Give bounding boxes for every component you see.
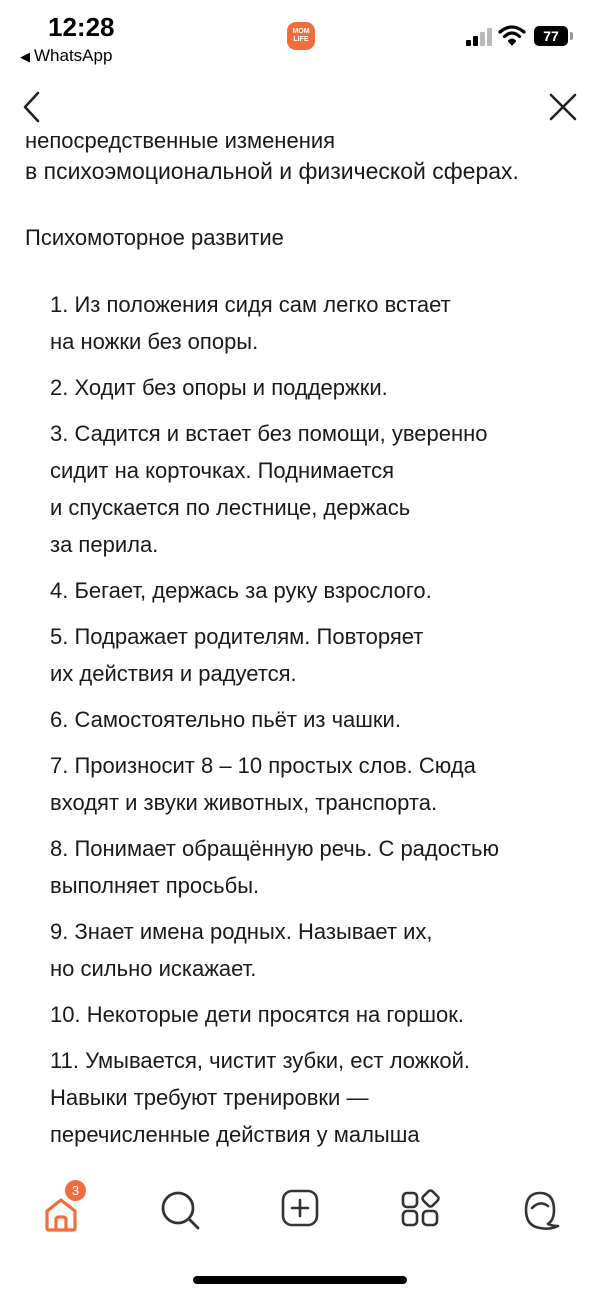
article-intro-line: в психоэмоциональной и физической сферах. — [25, 158, 519, 184]
section-heading: Психомоторное развитие — [25, 225, 284, 250]
battery-indicator: 77 — [534, 26, 568, 46]
tab-home[interactable] — [39, 1183, 83, 1232]
list-item-line: на ножки без опоры. — [50, 329, 259, 354]
list-item — [50, 701, 590, 738]
status-time: 12:28 — [48, 12, 115, 42]
tab-apps[interactable] — [400, 1188, 444, 1232]
add-icon — [280, 1188, 320, 1228]
list-item-line: 2. Ходит без опоры и поддержки. — [50, 375, 388, 400]
list-item-line: 1. Из положения сидя сам легко встает — [50, 292, 451, 317]
article-partial-line: непосредственные изменения — [25, 136, 336, 153]
tab-profile[interactable] — [518, 1188, 562, 1232]
list-item-line: 4. Бегает, держась за руку взрослого. — [50, 578, 432, 603]
list-item-line: 9. Знает имена родных. Называет их, — [50, 919, 433, 944]
list-item — [50, 1042, 590, 1153]
status-bar — [0, 0, 600, 72]
wifi-icon — [498, 24, 526, 46]
momlife-logo — [287, 22, 315, 50]
list-item — [50, 913, 590, 987]
list-item-line: за перила. — [50, 532, 159, 557]
list-item — [50, 572, 590, 609]
list-item-line: выполняет просьбы. — [50, 873, 260, 898]
cellular-signal-icon — [466, 28, 492, 46]
list-item — [50, 747, 590, 821]
close-icon[interactable] — [548, 92, 578, 122]
back-triangle-icon: ◀ — [20, 49, 30, 64]
apps-icon — [400, 1188, 440, 1228]
list-item-line: 8. Понимает обращённую речь. С радостью — [50, 836, 500, 861]
list-item-line: и спускается по лестнице, держась — [50, 495, 411, 520]
list-item-line: 6. Самостоятельно пьёт из чашки. — [50, 707, 401, 732]
list-item-line: но сильно искажает. — [50, 956, 257, 981]
list-item-line: сидит на корточках. Поднимается — [50, 458, 395, 483]
list-item — [50, 286, 590, 360]
list-item — [50, 618, 590, 692]
list-item-line: 7. Произносит 8 – 10 простых слов. Сюда — [50, 753, 476, 778]
list-item-line: 11. Умывается, чистит зубки, ест ложкой. — [50, 1048, 470, 1073]
tab-search[interactable] — [158, 1188, 202, 1232]
list-item — [50, 369, 590, 406]
list-item-line: 3. Садится и встает без помощи, уверенно — [50, 421, 488, 446]
top-navigation — [0, 80, 600, 136]
back-chevron-icon[interactable] — [20, 90, 44, 124]
list-item — [50, 830, 590, 904]
list-item-line: 5. Подражает родителям. Повторяет — [50, 624, 424, 649]
tab-add[interactable] — [280, 1188, 324, 1232]
list-item-line: 10. Некоторые дети просятся на горшок. — [50, 1002, 465, 1027]
back-to-whatsapp-link[interactable] — [20, 46, 112, 66]
article-content[interactable] — [0, 136, 600, 1170]
logo-text-line2: LIFE — [293, 36, 309, 43]
list-item-line: перечисленные действия у малыша — [50, 1122, 420, 1147]
milestone-list — [50, 286, 590, 1162]
list-item-line: их действия и радуется. — [50, 661, 297, 686]
home-notification-badge: 3 — [65, 1180, 86, 1201]
list-item — [50, 415, 590, 563]
profile-icon — [518, 1188, 562, 1232]
list-item-line: Навыки требуют тренировки — — [50, 1085, 369, 1110]
search-icon — [158, 1188, 202, 1232]
list-item — [50, 996, 590, 1033]
list-item-line: входят и звуки животных, транспорта. — [50, 790, 438, 815]
home-indicator — [193, 1276, 407, 1284]
bottom-tab-bar — [0, 1180, 600, 1240]
back-app-label: WhatsApp — [34, 46, 113, 65]
logo-text-line1: MOM — [292, 28, 310, 35]
